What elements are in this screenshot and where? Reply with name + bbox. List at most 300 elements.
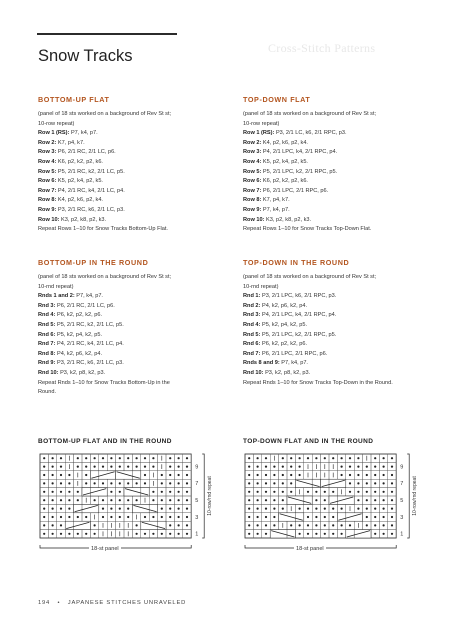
purl-stitch-dot — [43, 524, 45, 526]
purl-stitch-dot — [152, 516, 154, 518]
instruction-line — [243, 311, 439, 321]
instruction-line — [243, 321, 439, 331]
purl-stitch-dot — [341, 508, 343, 510]
purl-stitch-dot — [52, 533, 54, 535]
purl-stitch-dot — [119, 491, 121, 493]
purl-stitch-dot — [332, 508, 334, 510]
row-label: Row 10: — [38, 216, 60, 223]
purl-stitch-dot — [60, 524, 62, 526]
purl-stitch-dot — [60, 474, 62, 476]
purl-stitch-dot — [282, 508, 284, 510]
row-text: K6, p2, k2, p2, k6. — [261, 178, 308, 185]
row-label: Row 4: — [38, 158, 57, 165]
chart-title-bottom-up: BOTTOM-UP FLAT AND IN THE ROUND — [38, 438, 172, 445]
purl-stitch-dot — [186, 457, 188, 459]
instruction-line — [243, 216, 439, 226]
instruction-line — [38, 302, 234, 312]
purl-stitch-dot — [186, 533, 188, 535]
row-label: Row 8: — [243, 197, 262, 204]
purl-stitch-dot — [144, 466, 146, 468]
purl-stitch-dot — [391, 499, 393, 501]
purl-stitch-dot — [265, 466, 267, 468]
row-text: P3, k2, p8, k2, p3. — [58, 369, 106, 376]
purl-stitch-dot — [374, 508, 376, 510]
instruction-line — [38, 139, 234, 149]
row-label: Rnd 5: — [243, 331, 261, 338]
purl-stitch-dot — [77, 457, 79, 459]
purl-stitch-dot — [43, 466, 45, 468]
purl-stitch-dot — [110, 491, 112, 493]
purl-stitch-dot — [178, 499, 180, 501]
purl-stitch-dot — [257, 516, 259, 518]
purl-stitch-dot — [290, 466, 292, 468]
purl-stitch-dot — [383, 491, 385, 493]
purl-stitch-dot — [248, 516, 250, 518]
purl-stitch-dot — [136, 457, 138, 459]
row-text: P4, k2, p6, k2, p4. — [260, 302, 308, 309]
row-text: P6, k2, p2, k2, p6. — [55, 312, 103, 319]
purl-stitch-dot — [43, 516, 45, 518]
purl-stitch-dot — [391, 457, 393, 459]
purl-stitch-dot — [324, 533, 326, 535]
purl-stitch-dot — [273, 516, 275, 518]
purl-stitch-dot — [127, 466, 129, 468]
purl-stitch-dot — [290, 524, 292, 526]
purl-stitch-dot — [324, 491, 326, 493]
purl-stitch-dot — [178, 474, 180, 476]
purl-stitch-dot — [169, 474, 171, 476]
purl-stitch-dot — [324, 499, 326, 501]
instruction-line — [243, 110, 439, 120]
row-text: P5, 2/1 RC, k2, 2/1 LC, p5. — [55, 321, 124, 328]
purl-stitch-dot — [282, 474, 284, 476]
purl-stitch-dot — [186, 482, 188, 484]
purl-stitch-dot — [60, 457, 62, 459]
purl-stitch-dot — [290, 482, 292, 484]
row-text: P5, 2/1 LPC, k2, 2/1 RPC, p5. — [260, 331, 337, 338]
row-text: K7, p4, k7. — [56, 139, 85, 146]
footer-separator: • — [57, 600, 61, 606]
purl-stitch-dot — [374, 491, 376, 493]
purl-stitch-dot — [77, 466, 79, 468]
purl-stitch-dot — [169, 482, 171, 484]
purl-stitch-dot — [341, 474, 343, 476]
section-heading: TOP-DOWN FLAT — [243, 95, 311, 104]
row-text: P5, k2, p4, k2, p5. — [260, 321, 308, 328]
instruction-line — [243, 129, 439, 139]
instruction-list — [38, 273, 234, 398]
row-label: Row 7: — [243, 187, 262, 194]
row-text: Round. — [38, 389, 57, 396]
purl-stitch-dot — [60, 482, 62, 484]
purl-stitch-dot — [273, 474, 275, 476]
purl-stitch-dot — [248, 474, 250, 476]
instruction-line — [243, 177, 439, 187]
instruction-line — [243, 187, 439, 197]
purl-stitch-dot — [324, 524, 326, 526]
purl-stitch-dot — [68, 533, 70, 535]
purl-stitch-dot — [119, 499, 121, 501]
row-label: Row 10: — [243, 216, 265, 223]
row-label: Row 6: — [243, 178, 262, 185]
row-text: P6, 2/1 RC, 2/1 LC, p6. — [55, 302, 115, 309]
purl-stitch-dot — [161, 508, 163, 510]
purl-stitch-dot — [315, 499, 317, 501]
purl-stitch-dot — [68, 516, 70, 518]
row-text: P3, 2/1 RC, k6, 2/1 LC, p3. — [55, 360, 124, 367]
purl-stitch-dot — [324, 508, 326, 510]
instruction-line — [38, 283, 234, 293]
purl-stitch-dot — [152, 466, 154, 468]
purl-stitch-dot — [110, 508, 112, 510]
row-text: P4, 2/1 RC, k4, 2/1 LC, p4. — [56, 187, 125, 194]
row-text: P4, 2/1 LPC, k4, 2/1 RPC, p4. — [261, 149, 338, 156]
purl-stitch-dot — [357, 466, 359, 468]
page-number: 194 — [38, 600, 51, 606]
purl-stitch-dot — [169, 499, 171, 501]
purl-stitch-dot — [341, 466, 343, 468]
instruction-line — [243, 283, 439, 293]
row-text: K4, p2, k6, p2, k4. — [56, 197, 103, 204]
purl-stitch-dot — [85, 516, 87, 518]
row-label: Rnd 3: — [38, 302, 56, 309]
purl-stitch-dot — [332, 516, 334, 518]
purl-stitch-dot — [332, 524, 334, 526]
row-label: Rnd 4: — [243, 321, 261, 328]
row-label: Row 5: — [38, 168, 57, 175]
purl-stitch-dot — [52, 457, 54, 459]
panel-label: 18-st panel — [296, 546, 324, 552]
purl-stitch-dot — [102, 466, 104, 468]
purl-stitch-dot — [257, 457, 259, 459]
purl-stitch-dot — [169, 457, 171, 459]
purl-stitch-dot — [248, 508, 250, 510]
purl-stitch-dot — [299, 466, 301, 468]
purl-stitch-dot — [127, 499, 129, 501]
row-label: Row 9: — [38, 206, 57, 213]
purl-stitch-dot — [391, 466, 393, 468]
purl-stitch-dot — [374, 466, 376, 468]
purl-stitch-dot — [152, 457, 154, 459]
instruction-line — [243, 379, 439, 389]
purl-stitch-dot — [332, 491, 334, 493]
purl-stitch-dot — [265, 482, 267, 484]
purl-stitch-dot — [265, 533, 267, 535]
row-text: P5, 2/1 RC, k2, 2/1 LC, p5. — [56, 168, 125, 175]
purl-stitch-dot — [52, 524, 54, 526]
purl-stitch-dot — [178, 491, 180, 493]
instruction-line — [38, 331, 234, 341]
purl-stitch-dot — [77, 533, 79, 535]
instruction-line — [38, 177, 234, 187]
instruction-line — [243, 302, 439, 312]
row-text: Repeat Rnds 1–10 for Snow Tracks Bottom-Up in the — [38, 379, 170, 386]
purl-stitch-dot — [307, 533, 309, 535]
purl-stitch-dot — [43, 482, 45, 484]
purl-stitch-dot — [290, 491, 292, 493]
purl-stitch-dot — [349, 482, 351, 484]
purl-stitch-dot — [102, 482, 104, 484]
purl-stitch-dot — [273, 466, 275, 468]
purl-stitch-dot — [43, 474, 45, 476]
purl-stitch-dot — [119, 516, 121, 518]
purl-stitch-dot — [265, 491, 267, 493]
purl-stitch-dot — [299, 508, 301, 510]
instruction-line — [243, 359, 439, 369]
purl-stitch-dot — [60, 491, 62, 493]
purl-stitch-dot — [136, 466, 138, 468]
purl-stitch-dot — [248, 491, 250, 493]
purl-stitch-dot — [307, 524, 309, 526]
row-text: (panel of 18 sts worked on a background of Rev St st; — [38, 274, 172, 280]
purl-stitch-dot — [383, 457, 385, 459]
purl-stitch-dot — [110, 457, 112, 459]
purl-stitch-dot — [94, 524, 96, 526]
purl-stitch-dot — [265, 457, 267, 459]
instruction-line — [243, 120, 439, 130]
row-number: 1 — [400, 531, 404, 538]
row-text: P6, 2/1 RC, 2/1 LC, p6. — [56, 149, 116, 156]
purl-stitch-dot — [383, 466, 385, 468]
instruction-line — [38, 129, 234, 139]
purl-stitch-dot — [265, 516, 267, 518]
purl-stitch-dot — [94, 482, 96, 484]
row-text: P4, 2/1 LPC, k4, 2/1 RPC, p4. — [260, 312, 337, 319]
instruction-line — [38, 168, 234, 178]
section-top-down-round — [243, 258, 439, 388]
purl-stitch-dot — [349, 524, 351, 526]
purl-stitch-dot — [136, 482, 138, 484]
purl-stitch-dot — [136, 524, 138, 526]
page-title: Snow Tracks — [38, 47, 133, 65]
instruction-line — [243, 350, 439, 360]
purl-stitch-dot — [273, 491, 275, 493]
purl-stitch-dot — [186, 508, 188, 510]
row-text: P6, k2, p2, k2, p6. — [260, 341, 308, 348]
instruction-line — [38, 225, 234, 235]
purl-stitch-dot — [391, 516, 393, 518]
instruction-list — [243, 273, 439, 388]
instruction-line — [38, 359, 234, 369]
purl-stitch-dot — [52, 491, 54, 493]
row-label: Rnd 1: — [243, 293, 261, 300]
purl-stitch-dot — [307, 516, 309, 518]
purl-stitch-dot — [110, 466, 112, 468]
purl-stitch-dot — [374, 533, 376, 535]
row-number: 7 — [195, 481, 199, 488]
purl-stitch-dot — [178, 533, 180, 535]
purl-stitch-dot — [161, 516, 163, 518]
purl-stitch-dot — [391, 474, 393, 476]
row-label: Rnd 6: — [38, 331, 56, 338]
purl-stitch-dot — [169, 533, 171, 535]
purl-stitch-dot — [85, 482, 87, 484]
row-text: 10-row repeat) — [243, 120, 280, 127]
row-label: Row 2: — [243, 139, 262, 146]
purl-stitch-dot — [178, 508, 180, 510]
row-label: Rnd 5: — [38, 321, 56, 328]
purl-stitch-dot — [60, 499, 62, 501]
purl-stitch-dot — [94, 533, 96, 535]
purl-stitch-dot — [366, 508, 368, 510]
purl-stitch-dot — [169, 466, 171, 468]
purl-stitch-dot — [186, 466, 188, 468]
purl-stitch-dot — [383, 533, 385, 535]
purl-stitch-dot — [299, 524, 301, 526]
purl-stitch-dot — [161, 499, 163, 501]
purl-stitch-dot — [315, 533, 317, 535]
purl-stitch-dot — [273, 499, 275, 501]
purl-stitch-dot — [52, 508, 54, 510]
row-text: 10-rnd repeat) — [38, 283, 74, 290]
purl-stitch-dot — [366, 491, 368, 493]
purl-stitch-dot — [186, 474, 188, 476]
instruction-line — [243, 168, 439, 178]
instruction-line — [243, 148, 439, 158]
purl-stitch-dot — [282, 482, 284, 484]
purl-stitch-dot — [52, 474, 54, 476]
stitch-chart-top-down — [241, 452, 431, 572]
row-text: (panel of 18 sts worked on a background of Rev St st; — [38, 111, 172, 117]
row-text: P3, k2, p8, k2, p3. — [263, 369, 311, 376]
row-text: 10-row repeat) — [38, 120, 75, 127]
row-text: Repeat Rnds 1–10 for Snow Tracks Top-Down in the Round. — [243, 379, 393, 386]
purl-stitch-dot — [374, 482, 376, 484]
purl-stitch-dot — [341, 524, 343, 526]
purl-stitch-dot — [366, 474, 368, 476]
row-label: Rnd 8: — [38, 350, 56, 357]
purl-stitch-dot — [265, 508, 267, 510]
purl-stitch-dot — [43, 499, 45, 501]
section-bottom-up-round — [38, 258, 234, 398]
section-top-down-flat — [243, 95, 439, 235]
instruction-list — [243, 110, 439, 235]
purl-stitch-dot — [77, 491, 79, 493]
purl-stitch-dot — [357, 499, 359, 501]
purl-stitch-dot — [357, 482, 359, 484]
purl-stitch-dot — [257, 508, 259, 510]
instruction-line — [38, 158, 234, 168]
instruction-line — [38, 187, 234, 197]
row-text: K5, p2, k4, p2, k5. — [261, 158, 308, 165]
page-footer — [38, 600, 186, 606]
purl-stitch-dot — [349, 466, 351, 468]
purl-stitch-dot — [324, 457, 326, 459]
instruction-line — [38, 369, 234, 379]
purl-stitch-dot — [77, 516, 79, 518]
purl-stitch-dot — [307, 457, 309, 459]
section-heading: BOTTOM-UP IN THE ROUND — [38, 258, 149, 267]
instruction-line — [38, 216, 234, 226]
purl-stitch-dot — [391, 524, 393, 526]
panel-label: 18-st panel — [91, 546, 119, 552]
instruction-line — [38, 273, 234, 283]
purl-stitch-dot — [357, 491, 359, 493]
purl-stitch-dot — [127, 516, 129, 518]
purl-stitch-dot — [161, 474, 163, 476]
purl-stitch-dot — [178, 524, 180, 526]
row-label: Rnd 9: — [38, 360, 56, 367]
instruction-line — [38, 206, 234, 216]
purl-stitch-dot — [178, 466, 180, 468]
purl-stitch-dot — [383, 474, 385, 476]
instruction-line — [243, 292, 439, 302]
row-label: Rnd 10: — [243, 369, 264, 376]
row-text: P3, 2/1 LC, k6, 2/1 RPC, p3. — [274, 130, 347, 137]
purl-stitch-dot — [282, 499, 284, 501]
row-number: 3 — [400, 514, 404, 521]
purl-stitch-dot — [282, 457, 284, 459]
purl-stitch-dot — [85, 466, 87, 468]
purl-stitch-dot — [290, 457, 292, 459]
purl-stitch-dot — [144, 457, 146, 459]
purl-stitch-dot — [85, 457, 87, 459]
purl-stitch-dot — [315, 457, 317, 459]
row-label: Row 6: — [38, 178, 57, 185]
purl-stitch-dot — [110, 516, 112, 518]
purl-stitch-dot — [102, 457, 104, 459]
row-label: Rnd 3: — [243, 312, 261, 319]
row-label: Row 7: — [38, 187, 57, 194]
purl-stitch-dot — [299, 474, 301, 476]
purl-stitch-dot — [341, 457, 343, 459]
purl-stitch-dot — [161, 491, 163, 493]
purl-stitch-dot — [152, 491, 154, 493]
instruction-line — [243, 158, 439, 168]
purl-stitch-dot — [265, 524, 267, 526]
background-ghost-heading: Cross-Stitch Patterns — [268, 41, 376, 55]
instruction-line — [243, 139, 439, 149]
purl-stitch-dot — [341, 533, 343, 535]
purl-stitch-dot — [315, 516, 317, 518]
purl-stitch-dot — [136, 499, 138, 501]
purl-stitch-dot — [391, 491, 393, 493]
purl-stitch-dot — [102, 508, 104, 510]
purl-stitch-dot — [366, 524, 368, 526]
row-label: Row 2: — [38, 139, 57, 146]
purl-stitch-dot — [366, 516, 368, 518]
purl-stitch-dot — [102, 516, 104, 518]
purl-stitch-dot — [178, 516, 180, 518]
purl-stitch-dot — [383, 482, 385, 484]
instruction-line — [38, 110, 234, 120]
stitch-chart-bottom-up — [36, 452, 226, 572]
section-heading: BOTTOM-UP FLAT — [38, 95, 110, 104]
purl-stitch-dot — [257, 482, 259, 484]
purl-stitch-dot — [374, 474, 376, 476]
purl-stitch-dot — [144, 516, 146, 518]
row-label: Row 3: — [243, 149, 262, 156]
purl-stitch-dot — [68, 491, 70, 493]
instruction-line — [243, 340, 439, 350]
purl-stitch-dot — [77, 499, 79, 501]
purl-stitch-dot — [152, 533, 154, 535]
instruction-line — [38, 120, 234, 130]
purl-stitch-dot — [383, 508, 385, 510]
purl-stitch-dot — [391, 508, 393, 510]
row-text: P6, 2/1 LPC, 2/1 RPC, p6. — [260, 350, 328, 357]
purl-stitch-dot — [383, 524, 385, 526]
purl-stitch-dot — [257, 491, 259, 493]
row-text: K3, p2, k8, p2, k3. — [59, 216, 107, 223]
purl-stitch-dot — [357, 474, 359, 476]
purl-stitch-dot — [127, 457, 129, 459]
purl-stitch-dot — [257, 499, 259, 501]
instruction-line — [38, 292, 234, 302]
purl-stitch-dot — [299, 533, 301, 535]
purl-stitch-dot — [265, 499, 267, 501]
instruction-line — [243, 206, 439, 216]
